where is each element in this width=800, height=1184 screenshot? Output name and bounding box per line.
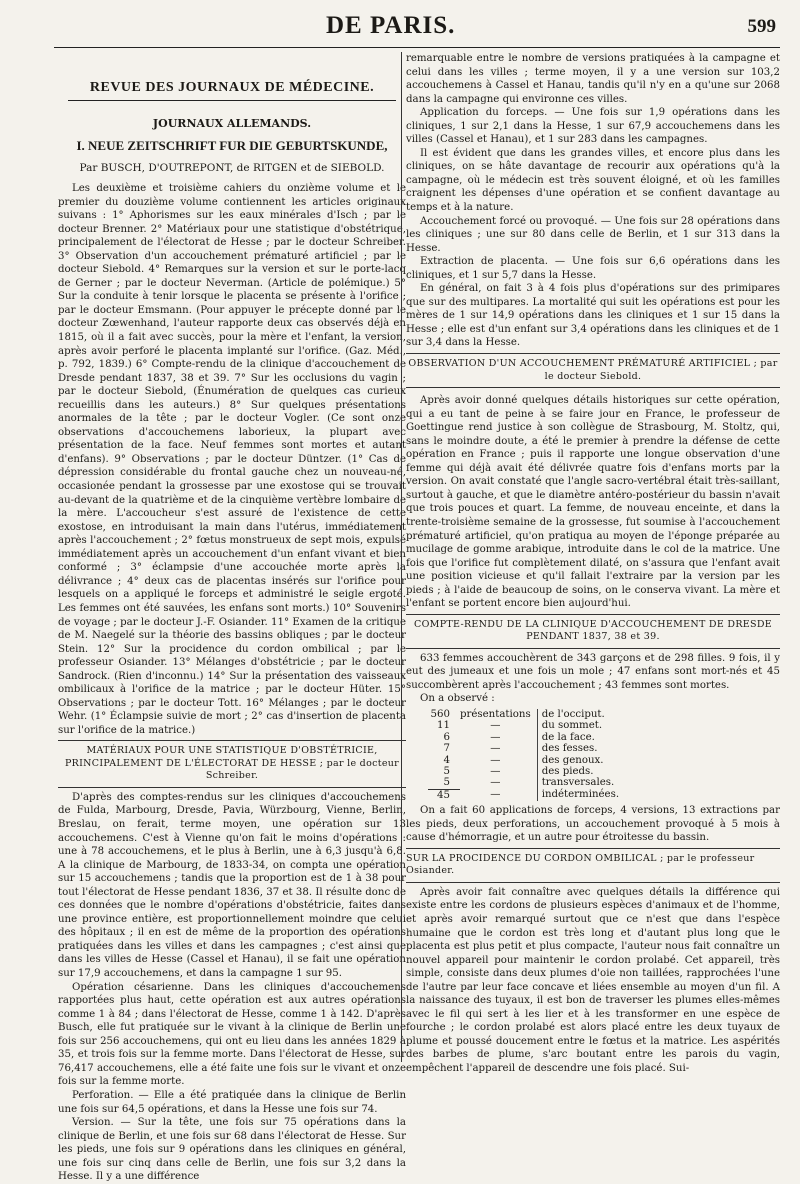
presentation-kind: présentations — [460, 708, 531, 720]
evident-paragraph: Il est évident que dans les grandes villes, et encore plus dans les cliniques, on se hâte davantage de recourir aux opérations qu'à la campagne, où le médecin est très souvent éloigné, et où les familles craignent les dépenses d'une opération et se confient davantage au temps et à la nature. — [406, 147, 780, 214]
section-title-rule — [68, 100, 396, 101]
presentation-count: 5 — [443, 777, 450, 789]
table-row — [428, 766, 625, 777]
procidence-paragraph: Après avoir fait connaître avec quelques détails la différence qui existe entre les cordons de plusieurs espèces d'animaux et de l'homme, et après avoir remarqué surtout que ce n'est que dans l'espèce humaine que le cordon est très long et d'autant plus long que le placenta est plus petit et plus compacte, l'auteur nous fait connaître un nouvel appareil pour maintenir le cordon prolabé. Cet appareil, très simple, consiste dans deux plumes d'oie non taillées, rapprochées l'une de l'autre par leur face concave et liées ensemble au moyen d'un fil. A la naissance des tuyaux, il est bon de traverser les plumes elles-mêmes avec le fil qui sert à les lier et à les transformer en une espèce de fourche ; le cordon prolabé est alors placé entre les deux tuyaux de plume et poussé doucement entre le fœtus et la matrice. Les aspérités des barbes de plume, s'arc boutant entre les parois du vagin, empêchent l'appareil de descendre une fois placé. Sui- — [406, 886, 780, 1074]
force-paragraph: Accouchement forcé ou provoqué. — Une fois sur 28 opérations dans les cliniques ; une sur 80 dans celle de Berlin, et 1 sur 313 dans la Hesse. — [406, 215, 780, 254]
column-separator — [401, 52, 402, 1062]
presentation-part: des fesses. — [537, 743, 625, 754]
presentation-kind: — — [490, 720, 501, 732]
version-continued: remarquable entre le nombre de versions pratiquées à la campagne et celui dans les villes ; terme moyen, il y a une version sur 103,2 accouchemens à Cassel et Hanau, tandis qu'il n'y en a qu'une sur 2068 dans la campagne qui environne ces villes. — [406, 53, 780, 105]
perforation-paragraph: Perforation. — Elle a été pratiquée dans la clinique de Berlin une fois sur 64,5 opérations, et dans la Hesse une fois sur 74. — [58, 1089, 406, 1115]
table-row — [428, 709, 625, 720]
cesarienne-paragraph: Opération césarienne. Dans les cliniques d'accouchemens rapportées plus haut, cette opération est aux autres opérations comme 1 à 84 ; dans l'électorat de Hesse, comme 1 à 142. D'après Busch, elle fut pratiquée sur le vivant à la clinique de Berlin une fois sur 256 accouchemens, qui ont eu lieu dans les années 1829 à 35, et trois fois sur la femme morte. Dans l'électorat de Hesse, sur 76,417 accouchemens, elle a été faite une fois sur le vivant et onze fois sur la femme morte. — [58, 981, 406, 1088]
presentation-kind: — — [490, 789, 501, 801]
intro-paragraph: Les deuxième et troisième cahiers du onzième volume et le premier du douzième volume contiennent les articles originaux suivans : 1° Aphorismes sur les eaux minérales d'Isch ; par le docteur Brenner. 2° Matériaux pour une statistique d'obstétrique, principalement de l'électorat de Hesse ; par le docteur Schreiber. 3° Observation d'un accouchement prématuré artificiel ; par le docteur Siebold. 4° Remarques sur la version et sur le porte-lacq de Gerner ; par le docteur Neverman. (Article de polémique.) 5° Sur la conduite à tenir lorsque le placenta se présente à l'orifice ; par le docteur Emsmann. (Pour appuyer le précepte donné par le docteur Zœwenhand, l'auteur rapporte deux cas observés déjà en 1815, où il a fait avec succès, pour la mère et l'enfant, la version, après avoir perforé le placenta implanté sur l'orifice. (Gaz. Méd., p. 792, 1839.) 6° Compte-rendu de la clinique d'accouchement de Dresde pendant 1837, 38 et 39. 7° Sur les occlusions du vagin ; par le docteur Siebold, (Énumération de quelques cas curieux recueillis dans les auteurs.) 8° Sur quelques présentations anormales de la tête ; par le docteur Vogler. (Ce sont onze observations d'accouchemens laborieux, la plupart avec présentation de la face. Neuf femmes sont mortes et autant d'enfans). 9° Observations ; par le docteur Düntzer. (1° Cas de dépression considérable du frontal gauche chez un nouveau-né, occasionée pendant la grossesse par une exostose qui se trouvait au-devant de la quatrième et de la cinquième vertèbre lombaire de la mère. L'accoucheur s'est assuré de l'existence de cette exostose, en introduisant la main dans l'utérus, immédiatement après l'accouchement ; 2° fœtus monstrueux de sept mois, expulsé immédiatement après un accouchement d'un enfant vivant et bien conformé ; 3° éclampsie d'une accouchée morte après la délivrance ; 4° deux cas de placentas insérés sur l'orifice pour lesquels on a appliqué le forceps et administré le seigle ergoté. Les femmes ont été sauvées, les enfans sont morts.) 10° Souvenirs de voyage ; par le docteur J.-F. Osiander. 11° Examen de la critique de M. Naegelé sur la théorie des bassins obliques ; par le docteur Stein. 12° Sur la procidence du cordon ombilical ; par le professeur Osiander. 13° Mélanges d'obstétricie ; par le docteur Sandrock. (Rien d'inconnu.) 14° Sur la présentation des vaisseaux ombilicaux à l'orifice de la matrice ; par le docteur Hüter. 15° Observations ; par le docteur Tott. 16° Mélanges ; par le docteur Wehr. (1° Éclampsie suivie de mort ; 2° cas d'insertion de placenta sur l'orifice de la matrice.) — [58, 183, 406, 736]
divider — [406, 848, 780, 849]
presentation-part: transversales. — [537, 777, 625, 789]
presentation-part: indéterminées. — [537, 789, 625, 801]
divider — [58, 787, 406, 788]
compte-rendu-heading: COMPTE-RENDU DE LA CLINIQUE D'ACCOUCHEMENT DE DRESDE PENDANT 1837, 38 et 39. — [414, 618, 772, 643]
left-column — [58, 58, 406, 1183]
presentation-part: des genoux. — [537, 755, 625, 766]
presentation-count: 4 — [443, 754, 450, 766]
table-row — [428, 777, 625, 789]
forceps-paragraph: Application du forceps. — Une fois sur 1,9 opérations dans les cliniques, 1 sur 2,1 dans la Hesse, 1 sur 67,9 accouchemens dans les villes (Cassel et Hanau), et 1 sur 283 dans les campagnes. — [406, 107, 780, 146]
presentation-kind: — — [490, 777, 501, 789]
general-paragraph: En général, on fait 3 à 4 fois plus d'opérations sur des primipares que sur des multipares. La mortalité qui suit les opérations est pour les mères de 1 sur 14,9 opérations dans les cliniques et 1 sur 15 dans la Hesse ; elle est d'un enfant sur 3,4 opérations dans les cliniques et de 1 sur 3,4 dans la Hesse. — [406, 283, 780, 349]
running-header-title: DE PARIS. — [326, 12, 456, 39]
procidence-heading: SUR LA PROCIDENCE DU CORDON OMBILICAL ; par le professeur Osiander. — [406, 852, 755, 877]
presentation-count: 6 — [443, 731, 450, 743]
presentation-kind: — — [490, 743, 501, 755]
divider — [58, 740, 406, 741]
presentation-count: 45 — [428, 789, 460, 801]
forceps-count-paragraph: On a fait 60 applications de forceps, 4 versions, 13 extractions par les pieds, deux perforations, un accouchement provoqué à 5 mois à cause d'hémorragie, et un autre pour étroitesse du bassin. — [406, 805, 780, 844]
divider — [406, 648, 780, 649]
presentation-count: 560 — [430, 708, 450, 720]
page-number: 599 — [747, 16, 776, 37]
header-rule — [54, 47, 780, 48]
presentation-part: de la face. — [537, 732, 625, 743]
table-row — [428, 720, 625, 731]
section-title: REVUE DES JOURNAUX DE MÉDECINE. — [89, 80, 375, 95]
journal-authors: Par BUSCH, D'OUTREPONT, de RITGEN et de SIEBOLD. — [79, 162, 385, 174]
materiaux-heading: MATÉRIAUX POUR UNE STATISTIQUE D'OBSTÉTRICIE, PRINCIPALEMENT DE L'ÉLECTORAT DE HESSE ; par le docteur Schreiber. — [64, 745, 400, 782]
table-row — [428, 755, 625, 766]
presentation-part: du sommet. — [537, 720, 625, 731]
journal-heading: I. NEUE ZEITSCHRIFT FUR DIE GEBURTSKUNDE, — [76, 138, 388, 153]
extraction-paragraph: Extraction de placenta. — Une fois sur 6,6 opérations dans les cliniques, et 1 sur 5,7 dans la Hesse. — [406, 256, 780, 281]
divider — [406, 614, 780, 615]
compte-rendu-paragraph: 633 femmes accouchèrent de 343 garçons et de 298 filles. 9 fois, il y eut des jumeaux et une fois un mole ; 47 enfans sont mort-nés et 45 succombèrent après l'accouchement ; 43 femmes sont mortes. — [406, 652, 780, 691]
materiaux-paragraph: D'après des comptes-rendus sur les cliniques d'accouchemens de Fulda, Marbourg, Dresde, Pavia, Würzbourg, Vienne, Berlin, Breslau, on ferait, terme moyen, une opération sur 13 accouchemens. C'est à Vienne qu'on fait le moins d'opérations : une à 78 accouchemens, et le plus à Berlin, une à 6,3 jusqu'à 6,8. A la clinique de Marbourg, de 1833-34, on compta une opération sur 15 accouchemens ; tandis que la proportion est de 1 à 38 pour tout l'électorat de Hesse pendant 1836, 37 et 38. Il résulte donc de ces données que le nombre d'opérations d'obstétricie, faites dans une province entière, est proportionnellement moindre que celui des hôpitaux ; il en est de même de la proportion des opérations pratiquées dans les villes et dans les campagnes ; c'est ainsi que dans les villes de Hesse (Cassel et Hanau), il se fait une opération sur 17,9 accouchemens, et dans la campagne 1 sur 95. — [58, 791, 406, 980]
presentation-kind: — — [490, 731, 501, 743]
table-row — [428, 732, 625, 743]
observation-paragraph: Après avoir donné quelques détails historiques sur cette opération, qui a eu tant de peine à se faire jour en France, le professeur de Goettingue rend justice à son collègue de Strasbourg, M. Stoltz, qui, sans le moindre doute, a été le premier à prendre la défense de cette opération en France ; puis il rapporte une longue observation d'une femme qui déjà avait été délivrée quatre fois d'enfans morts par la version. On avait constaté que l'angle sacro-vertébral était très-saillant, surtout à gauche, et que le diamètre antéro-postérieur du bassin n'avait que trois pouces et quart. La femme, de nouveau enceinte, et dans la trente-troisième semaine de la grossesse, fut soumise à l'accouchement prématuré artificiel, qu'on pratiqua au moyen de l'éponge préparée au mucilage de gomme arabique, introduite dans le col de la matrice. Une fois que l'orifice fut complètement dilaté, on s'assura que l'enfant avait une position vicieuse et qu'il fallait l'extraire par la version par les pieds ; à l'aide de beaucoup de soins, on le conserva vivant. La mère et l'enfant se portent encore bien aujourd'hui. — [406, 395, 780, 610]
presentation-kind: — — [490, 766, 501, 777]
section-subtitle: JOURNAUX ALLEMANDS. — [152, 117, 312, 130]
divider — [406, 882, 780, 883]
right-column — [406, 52, 780, 1074]
version-paragraph: Version. — Sur la tête, une fois sur 75 opérations dans la clinique de Berlin, et une fois sur 68 dans l'électorat de Hesse. Sur les pieds, une fois sur 9 opérations dans les cliniques en général, une fois sur cinq dans celle de Berlin, une fois sur 3,2 dans la Hesse. Il y a une différence — [58, 1117, 406, 1183]
observe-label: On a observé : — [420, 693, 495, 705]
observation-heading: OBSERVATION D'UN ACCOUCHEMENT PRÉMATURÉ ARTIFICIEL ; par le docteur Siebold. — [408, 358, 778, 382]
presentation-count: 5 — [443, 766, 450, 777]
divider — [406, 387, 780, 388]
presentation-part: des pieds. — [537, 766, 625, 777]
divider — [406, 353, 780, 354]
table-row — [428, 743, 625, 754]
presentation-kind: — — [490, 754, 501, 766]
table-row — [428, 789, 625, 801]
presentation-count: 7 — [443, 743, 450, 755]
presentation-count: 11 — [437, 720, 450, 732]
presentations-table — [428, 709, 625, 801]
presentation-part: de l'occiput. — [537, 709, 625, 720]
